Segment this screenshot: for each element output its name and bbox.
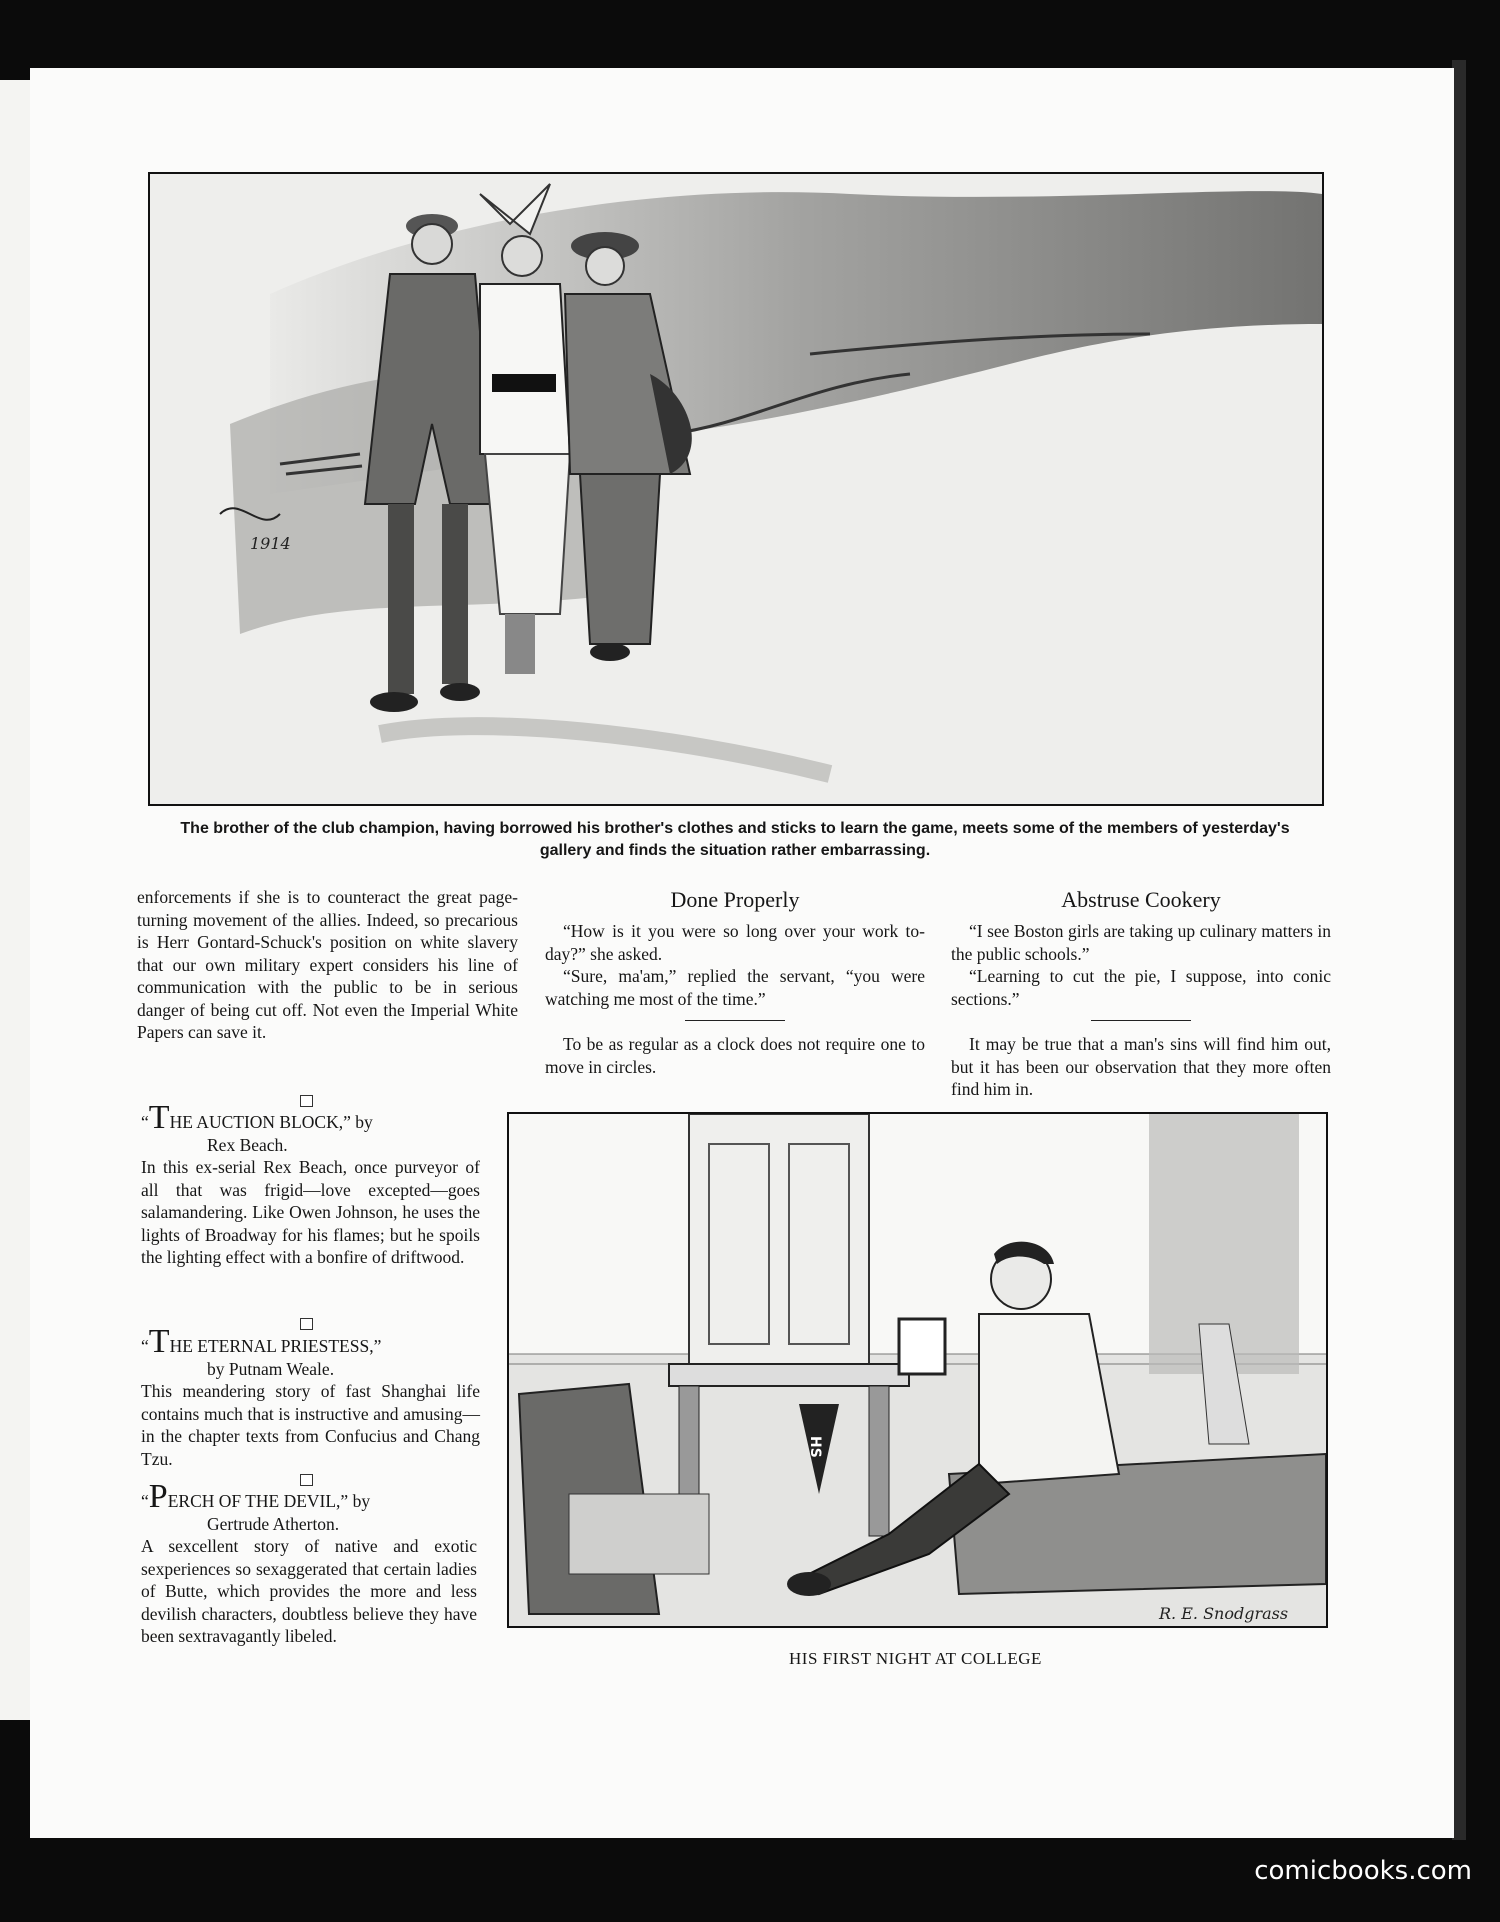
door	[689, 1114, 869, 1364]
review-body: A sexcellent story of native and exotic sexperiences so sexaggerated that certain ladies of Butte, which provides the more and less devilish characters, doubtless believe they have been sextravagantly libeled.	[141, 1536, 477, 1646]
article-paragraph: To be as regular as a clock does not require one to move in circles.	[545, 1034, 925, 1077]
review-author: by Putnam Weale.	[207, 1358, 335, 1379]
review-title-line: “THE ETERNAL PRIESTESS,”	[141, 1323, 382, 1360]
drop-cap: P	[148, 1478, 168, 1515]
done-properly-article	[545, 886, 925, 1078]
article-paragraph: “I see Boston girls are taking up culinary matters in the public schools.”	[951, 921, 1331, 964]
drop-cap: T	[148, 1099, 170, 1136]
college-room-illustration	[507, 1112, 1328, 1628]
column-1-text	[137, 886, 518, 1044]
review-eternal-priestess	[141, 1323, 480, 1470]
divider-rule	[685, 1020, 785, 1021]
review-title: HE AUCTION BLOCK,” by	[169, 1112, 373, 1132]
article-paragraph: “Learning to cut the pie, I suppose, into conic sections.”	[951, 966, 1331, 1009]
review-author: Gertrude Atherton.	[207, 1513, 340, 1534]
svg-text:HS: HS	[807, 1436, 823, 1458]
article-heading: Done Properly	[670, 887, 800, 912]
review-auction-block	[141, 1099, 480, 1269]
golf-scene-drawing	[150, 174, 1322, 804]
divider-square	[300, 1318, 313, 1330]
review-title-line: “THE AUCTION BLOCK,” by	[141, 1099, 373, 1136]
site-watermark: comicbooks.com	[1254, 1856, 1472, 1886]
artist-signature: R. E. Snodgrass	[1159, 1604, 1289, 1623]
review-title-line: “PERCH OF THE DEVIL,” by	[141, 1478, 371, 1515]
bottom-illustration-caption: HIS FIRST NIGHT AT COLLEGE	[789, 1649, 1042, 1668]
article-paragraph: “How is it you were so long over your work to-day?” she asked.	[545, 921, 925, 964]
right-page-edge	[1452, 60, 1466, 1840]
review-title: ERCH OF THE DEVIL,” by	[167, 1491, 371, 1511]
continued-article-text: enforcements if she is to counteract the great page-turning movement of the allies. Indeed, so precarious is Herr Gontard-Schuck's position on white slavery that our own military expert considers his line of communication with the public to be in serious danger of being cut off. Not even the Imperial White Papers can save it.	[137, 887, 518, 1042]
divider-square	[300, 1474, 313, 1486]
divider-square	[300, 1095, 313, 1107]
signature-year: 1914	[250, 534, 291, 553]
article-heading: Abstruse Cookery	[1061, 887, 1221, 912]
review-author: Rex Beach.	[207, 1134, 288, 1155]
article-paragraph: It may be true that a man's sins will find him out, but it has been our observation that they more often find him in.	[951, 1034, 1331, 1099]
review-body: This meandering story of fast Shanghai life contains much that is instructive and amusing—in the chapter texts from Confucius and Chang Tzu.	[141, 1381, 480, 1469]
article-paragraph: “Sure, ma'am,” replied the servant, “you were watching me most of the time.”	[545, 966, 925, 1009]
golf-illustration	[148, 172, 1324, 806]
review-perch-of-the-devil	[141, 1478, 477, 1648]
college-scene-drawing	[509, 1114, 1326, 1626]
picture-frame	[899, 1319, 945, 1374]
review-title: HE ETERNAL PRIESTESS,”	[169, 1336, 382, 1356]
drop-cap: T	[148, 1323, 170, 1360]
review-body: In this ex-serial Rex Beach, once purveyor of all that was frigid—love excepted—goes salamandering. Like Owen Johnson, he uses the lights of Broadway for his flames; but he spoils the lighting effect with a bonfire of driftwood.	[141, 1157, 480, 1267]
top-illustration-caption: The brother of the club champion, having borrowed his brother's clothes and sticks to learn the game, meets some of the members of yesterday's gallery and finds the situation rather embarrassing.	[180, 820, 1290, 859]
divider-rule	[1091, 1020, 1191, 1021]
abstruse-cookery-article	[951, 886, 1331, 1101]
left-page-edge	[0, 80, 30, 1720]
